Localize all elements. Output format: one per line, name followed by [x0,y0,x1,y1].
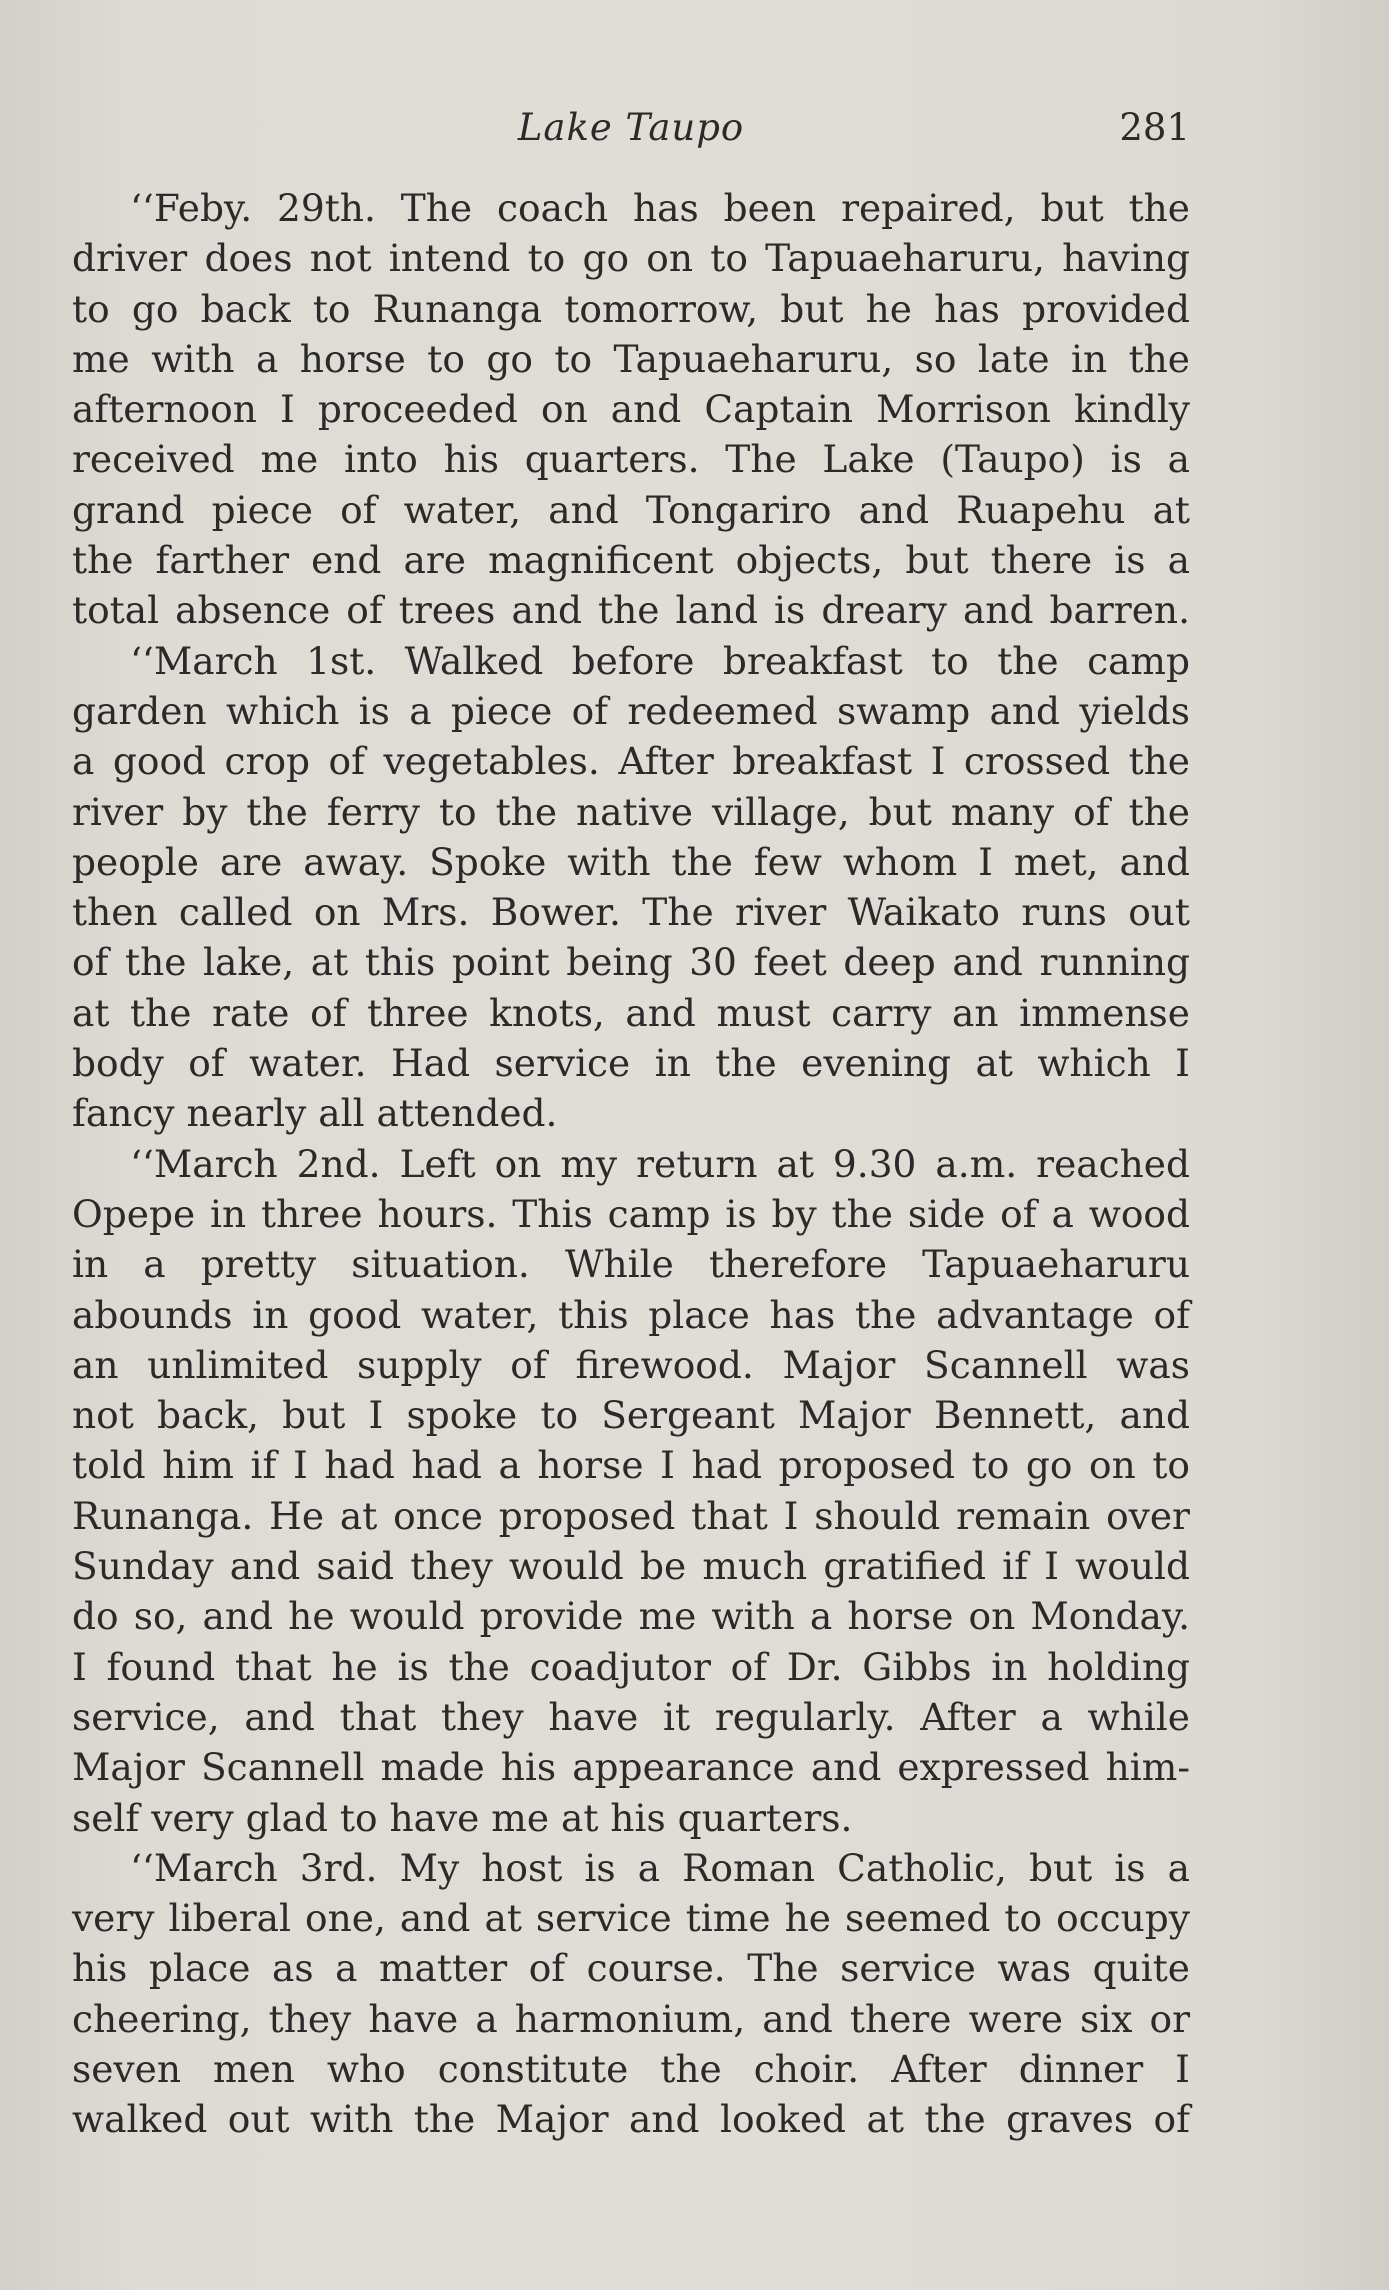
text-line: not back, but I spoke to Sergeant Major Bennett, and [72,1393,1190,1438]
text-line: fancy nearly all attended. [72,1091,558,1136]
text-line: total absence of trees and the land is dreary and barren. [72,588,1190,633]
page-number: 281 [1119,106,1190,149]
text-line: the farther end are magnificent objects, but there is a [72,538,1190,583]
text-line: body of water. Had service in the evening at which I [72,1041,1190,1086]
text-line: in a pretty situation. While therefore Tapuaeharuru [72,1242,1190,1287]
text-line: seven men who constitute the choir. After dinner I [72,2046,1190,2091]
text-line: cheering, they have a harmonium, and there were six or [72,1996,1190,2041]
text-line: self very glad to have me at his quarters. [72,1795,853,1840]
text-line: driver does not intend to go on to Tapuaeharuru, having [72,236,1190,281]
text-line: an unlimited supply of firewood. Major Scannell was [72,1342,1190,1387]
page-header [72,103,1190,153]
text-line: Major Scannell made his appearance and expressed him- [72,1745,1190,1790]
text-line: then called on Mrs. Bower. The river Waikato runs out [72,890,1190,935]
text-line: Sunday and said they would be much gratified if I would [72,1544,1190,1589]
paragraph-march-1st [72,636,1190,1139]
running-head: Lake Taupo [517,106,745,149]
text-line: very liberal one, and at service time he seemed to occupy [72,1896,1190,1941]
text-line: river by the ferry to the native village, but many of the [72,789,1190,834]
text-line: a good crop of vegetables. After breakfast I crossed the [72,739,1190,784]
text-line: Runanga. He at once proposed that I should remain over [72,1493,1190,1538]
body-text [72,183,1190,2145]
text-line: I found that he is the coadjutor of Dr. Gibbs in holding [72,1644,1190,1689]
paragraph-march-3rd [72,1843,1190,2145]
text-line: Opepe in three hours. This camp is by the side of a wood [72,1191,1190,1236]
text-line: afternoon I proceeded on and Captain Morrison kindly [72,387,1190,432]
text-line: to go back to Runanga tomorrow, but he has provided [72,286,1190,331]
text-line: at the rate of three knots, and must carry an immense [72,990,1190,1035]
paragraph-feby-29th [72,183,1190,636]
text-line: received me into his quarters. The Lake (Taupo) is a [72,437,1190,482]
text-line: ‘‘March 1st. Walked before breakfast to the camp [130,638,1190,683]
text-line: walked out with the Major and looked at the graves of [72,2097,1190,2142]
text-line: ‘‘Feby. 29th. The coach has been repaired, but the [130,186,1190,230]
text-line: do so, and he would provide me with a horse on Monday. [72,1594,1190,1639]
text-line: me with a horse to go to Tapuaeharuru, so late in the [72,336,1190,381]
text-line: people are away. Spoke with the few whom I met, and [72,839,1190,884]
text-line: garden which is a piece of redeemed swamp and yields [72,688,1190,733]
text-line: service, and that they have it regularly. After a while [72,1694,1190,1739]
text-line: his place as a matter of course. The service was quite [72,1946,1190,1991]
text-line: told him if I had had a horse I had proposed to go on to [72,1443,1190,1488]
text-line: grand piece of water, and Tongariro and Ruapehu at [72,487,1190,532]
text-line: ‘‘March 2nd. Left on my return at 9.30 a.m. reached [130,1141,1190,1186]
text-line: of the lake, at this point being 30 feet deep and running [72,940,1190,985]
text-line: abounds in good water, this place has the advantage of [72,1292,1190,1337]
text-line: ‘‘March 3rd. My host is a Roman Catholic, but is a [130,1845,1190,1890]
paragraph-march-2nd [72,1139,1190,1843]
